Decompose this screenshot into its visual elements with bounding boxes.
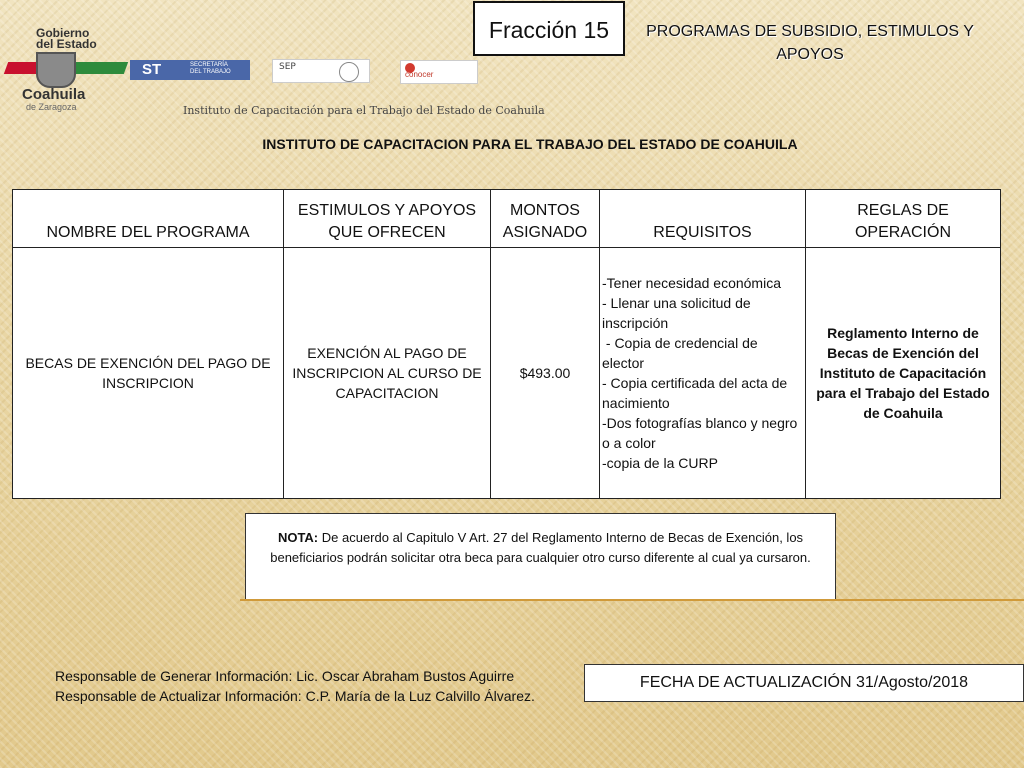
- logo-text-zaragoza: de Zaragoza: [26, 102, 77, 112]
- requisito-item: - Copia certificada del acta de nacimiento: [602, 375, 788, 411]
- header-montos: MONTOS ASIGNADO: [491, 190, 600, 248]
- institute-subtitle: Instituto de Capacitación para el Trabajo del Estado de Coahuila: [183, 104, 545, 117]
- requisito-item: -Dos fotografías blanco y negro o a color: [602, 415, 798, 451]
- requisito-item: - Copia de credencial de elector: [602, 335, 762, 371]
- responsables: [55, 666, 535, 706]
- fecha-actualizacion: FECHA DE ACTUALIZACIÓN 31/Agosto/2018: [584, 664, 1024, 702]
- programas-heading: PROGRAMAS DE SUBSIDIO, ESTIMULOS Y APOYOS: [646, 23, 974, 63]
- conocer-logo-text: conocer: [405, 70, 434, 79]
- nota-box: [245, 513, 836, 601]
- cell-requisitos: [600, 248, 806, 499]
- st-logo-abbr: ST: [142, 61, 162, 78]
- secretaria-trabajo-logo: [130, 60, 250, 80]
- divider-line: [240, 599, 1024, 601]
- logo-text-gobierno: Gobierno del Estado: [36, 26, 97, 51]
- st-logo-text: SECRETARÍA DEL TRABAJO: [190, 62, 231, 75]
- conocer-logo: [400, 60, 478, 84]
- responsable-generar: Responsable de Generar Información: Lic. Oscar Abraham Bustos Aguirre: [55, 668, 515, 684]
- requisito-item: -copia de la CURP: [602, 455, 718, 471]
- sep-logo-abbr: SEP: [279, 62, 296, 72]
- logo-text-coahuila: Coahuila: [22, 86, 86, 103]
- nota-label: NOTA:: [277, 530, 319, 545]
- gobierno-coahuila-logo: [6, 28, 128, 110]
- header-requisitos: REQUISITOS: [600, 190, 806, 248]
- cell-nombre: BECAS DE EXENCIÓN DEL PAGO DE INSCRIPCION: [13, 248, 284, 499]
- page-title: INSTITUTO DE CAPACITACION PARA EL TRABAJO DEL ESTADO DE COAHUILA: [262, 136, 798, 152]
- header-reglas: REGLAS DE OPERACIÓN: [806, 190, 1001, 248]
- national-seal-icon: [339, 62, 359, 82]
- coat-of-arms-icon: [36, 52, 76, 88]
- cell-monto: $493.00: [491, 248, 600, 499]
- header-nombre: NOMBRE DEL PROGRAMA: [13, 190, 284, 248]
- cell-reglas: Reglamento Interno de Becas de Exención del Instituto de Capacitación para el Trabajo del Estado de Coahuila: [806, 248, 1001, 499]
- requisito-item: - Llenar una solicitud de inscripción: [602, 295, 751, 331]
- sep-logo: [272, 59, 370, 83]
- requisito-item: -Tener necesidad económica: [602, 275, 781, 291]
- responsable-actualizar: Responsable de Actualizar Información: C.P. María de la Luz Calvillo Álvarez.: [55, 688, 535, 704]
- programs-table: [12, 189, 1001, 499]
- fraccion-box: Fracción 15: [473, 1, 625, 56]
- cell-estimulos: EXENCIÓN AL PAGO DE INSCRIPCION AL CURSO DE CAPACITACION: [284, 248, 491, 499]
- header-estimulos: ESTIMULOS Y APOYOS QUE OFRECEN: [284, 190, 491, 248]
- nota-text: De acuerdo al Capitulo V Art. 27 del Reglamento Interno de Becas de Exención, los beneficiarios podrán solicitar otra beca para cualquier otro curso diferente al cual ya cursaron.: [270, 530, 811, 565]
- table-row: [13, 248, 1001, 499]
